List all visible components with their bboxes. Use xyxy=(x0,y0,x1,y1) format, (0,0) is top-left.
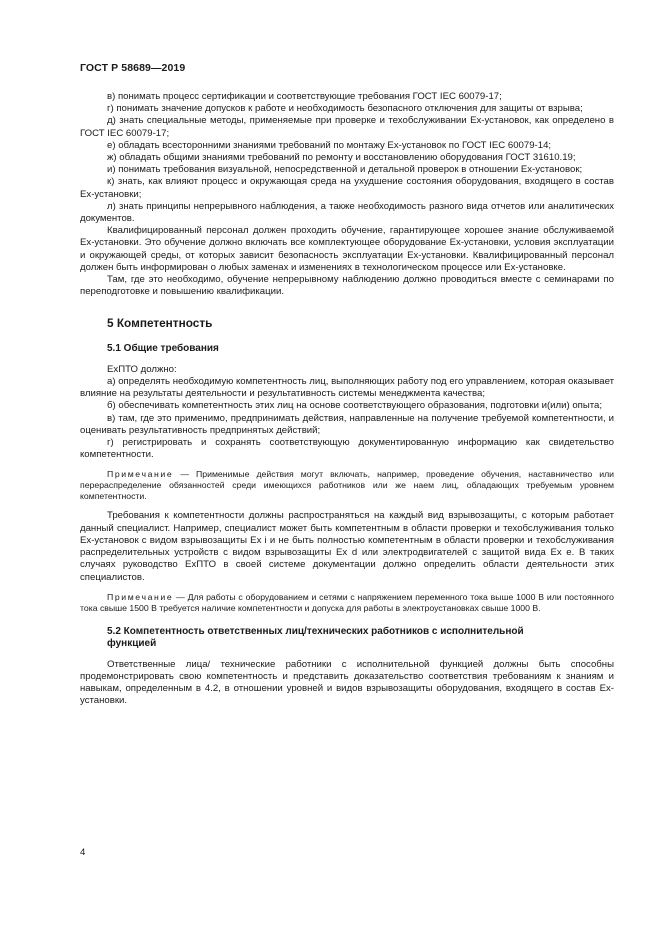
document-body xyxy=(80,91,614,707)
note-2-text: — Для работы с оборудованием и сетями с напряжением переменного тока выше 1000 В или постоянного тока свыше 1500 В требуется наличие компетентности и допуска для работы в электроустановках свыше 1000 В. xyxy=(80,591,614,613)
paragraph-training: Квалифицированный персонал должен проходить обучение, гарантирующее хорошее знание обслуживаемой Ех-установки. Это обучение должно включать все комплектующее оборудование Ех-установки, условия эксплуатации и окружающей среды, от которых зависит безопасность эксплуатации Ех-установки. Квалифицированный персонал должен быть информирован о любых заменах и изменениях в технологическом процессе или Ех-установке. xyxy=(80,225,614,273)
list-item-b: б) обеспечивать компетентность этих лиц на основе соответствующего образования, подготовки и(или) опыта; xyxy=(107,400,603,412)
section-5-1-heading: 5.1 Общие требования xyxy=(107,343,219,355)
note-1-text: — Применимые действия могут включать, например, проведение обучения, наставничество или перераспределение обязанностей среди имеющихся работников или же наем лиц, обладающих требуемым уровнем компетентности. xyxy=(80,469,614,502)
list-item-v2: в) там, где это применимо, предпринимать действия, направленные на получение требуемой компетентности, и оценивать результативность предпринятых действий; xyxy=(80,412,614,436)
section-5-1-intro: ЕхПТО должно: xyxy=(107,363,177,375)
section-5-2-paragraph: Ответственные лица/ технические работники с исполнительной функцией должны быть способны продемонстрировать свою компетентность и представить доказательство соответствия требованиям к знаниям и навыкам, определенным в 4.2, в отношении уровней и видов взрывозащиты оборудования, входящего в состав Ех-установки. xyxy=(80,658,614,707)
page-number: 4 xyxy=(80,847,86,858)
section-5-heading: 5 Компетентность xyxy=(107,316,213,331)
list-item-g2: г) регистрировать и сохранять соответствующую документированную информацию как свидетельство компетентности. xyxy=(80,437,614,461)
paragraph-seminars: Там, где это необходимо, обучение непрерывному наблюдению должно проводиться вместе с семинарами по переподготовке и повышению квалификации. xyxy=(80,274,614,298)
list-item-l: л) знать принципы непрерывного наблюдения, а также необходимость разного вида отчетов или аналитических документов. xyxy=(80,200,614,225)
list-item-zh: ж) обладать общими знаниями требований по ремонту и восстановлению оборудования ГОСТ 31610.19; xyxy=(107,152,576,164)
section-5-2-heading: 5.2 Компетентность ответственных лиц/технических работников с исполнительной функцией xyxy=(107,625,524,650)
list-item-e: е) обладать всесторонними знаниями требований по монтажу Ех-установок по ГОСТ IEC 60079-14; xyxy=(107,139,552,151)
list-item-g: г) понимать значение допусков к работе и необходимость безопасного отключения для защиты от взрыва; xyxy=(107,103,583,115)
document-header: ГОСТ Р 58689—2019 xyxy=(80,62,186,74)
list-item-v: в) понимать процесс сертификации и соответствующие требования ГОСТ IEC 60079-17; xyxy=(107,91,502,102)
note-2 xyxy=(80,592,614,614)
list-item-a: а) определять необходимую компетентность лиц, выполняющих работу под его управлением, которая оказывает влияние на результаты деятельности и результативность системы менеджмента качества; xyxy=(80,376,614,400)
note-1-label: Примечание xyxy=(107,469,174,480)
list-item-k: к) знать, как влияют процесс и окружающая среда на ухудшение состояния оборудования, входящего в состав Ех-установки; xyxy=(80,176,614,200)
note-1 xyxy=(80,469,614,502)
paragraph-competence-requirements: Требования к компетентности должны распространяться на каждый вид взрывозащиты, с которым работает данный специалист. Например, специалист может быть компетентным в области проверки и техобслуживания только Ех-установок с видом взрывозащиты Ех i и не быть полностью компетентным в области проверки и техобслуживания распределительных устройств с видом взрывозащиты Ех d или электродвигателей с защитой вида Ех е. В таких случаях руководство ЕхПТО в своей системе документации должно определить области деятельности этих специалистов. xyxy=(80,510,614,583)
list-item-d: д) знать специальные методы, применяемые при проверке и техобслуживании Ех-установок, как определено в ГОСТ IEC 60079-17; xyxy=(80,115,614,139)
note-2-label: Примечание xyxy=(107,591,174,602)
list-item-i: и) понимать требования визуальной, непосредственной и детальной проверок в отношении Ех-установок; xyxy=(107,164,583,176)
